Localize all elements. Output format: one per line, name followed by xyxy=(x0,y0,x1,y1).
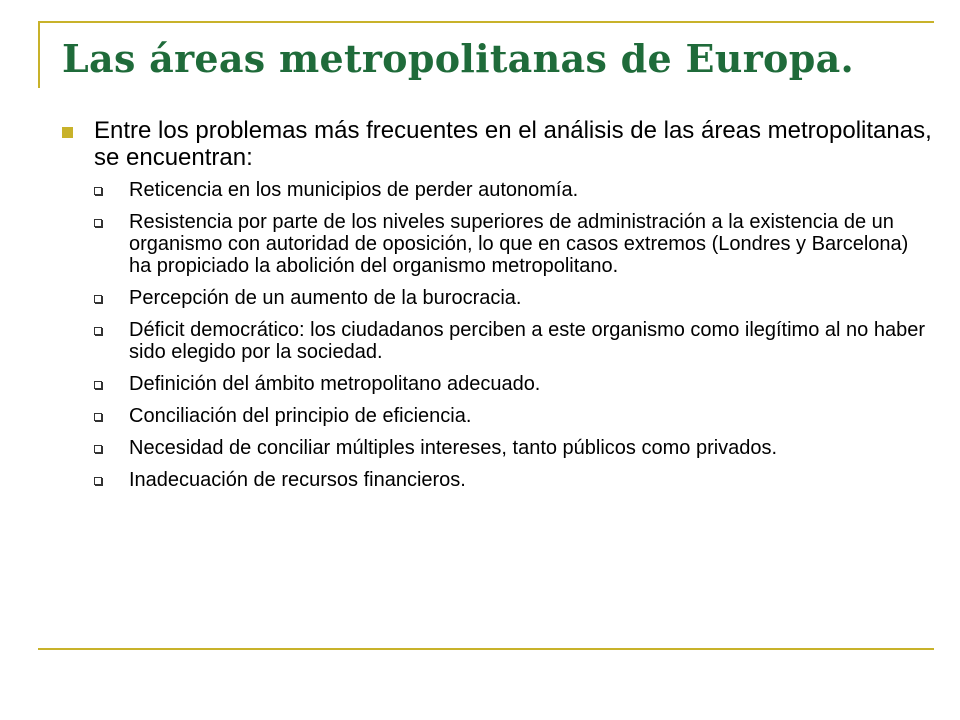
sub-bullet-item xyxy=(94,211,932,277)
sub-bullet-text: Definición del ámbito metropolitano adecuado. xyxy=(129,373,541,395)
hollow-square-bullet-icon xyxy=(94,381,102,389)
slide-title: Las áreas metropolitanas de Europa. xyxy=(62,36,855,81)
hollow-square-bullet-icon xyxy=(94,445,102,453)
hollow-square-bullet-icon xyxy=(94,413,102,421)
sub-bullet-item xyxy=(94,405,932,427)
frame-bottom-line xyxy=(38,648,934,650)
sub-bullet-text: Percepción de un aumento de la burocracia. xyxy=(129,287,522,309)
square-bullet-icon xyxy=(62,127,73,138)
sub-bullet-item xyxy=(94,437,932,459)
sub-bullet-item xyxy=(94,319,932,363)
main-bullet-item xyxy=(62,117,932,171)
frame-left-line xyxy=(38,21,40,88)
sub-bullet-text: Resistencia por parte de los niveles superiores de administración a la existencia de un organismo con autoridad de oposición, lo que en casos extremos (Londres y Barcelona) ha propiciado la abolición del organismo metropolitano. xyxy=(129,211,909,277)
sub-bullet-item xyxy=(94,287,932,309)
slide-content xyxy=(62,117,932,501)
sub-bullet-text: Conciliación del principio de eficiencia. xyxy=(129,405,472,427)
sub-bullet-text: Reticencia en los municipios de perder autonomía. xyxy=(129,179,579,201)
hollow-square-bullet-icon xyxy=(94,187,102,195)
hollow-square-bullet-icon xyxy=(94,477,102,485)
frame-top-line xyxy=(38,21,934,23)
hollow-square-bullet-icon xyxy=(94,295,102,303)
sub-bullet-item xyxy=(94,469,932,491)
hollow-square-bullet-icon xyxy=(94,219,102,227)
sub-bullet-text: Necesidad de conciliar múltiples intereses, tanto públicos como privados. xyxy=(129,437,778,459)
sub-bullet-item xyxy=(94,179,932,201)
sub-bullet-item xyxy=(94,373,932,395)
sub-bullet-text: Déficit democrático: los ciudadanos perciben a este organismo como ilegítimo al no haber sido elegido por la sociedad. xyxy=(129,319,925,363)
hollow-square-bullet-icon xyxy=(94,327,102,335)
sub-bullet-text: Inadecuación de recursos financieros. xyxy=(129,469,466,491)
sub-bullet-list xyxy=(94,179,932,491)
main-bullet-text: Entre los problemas más frecuentes en el análisis de las áreas metropolitanas, se encuentran: xyxy=(94,117,932,171)
